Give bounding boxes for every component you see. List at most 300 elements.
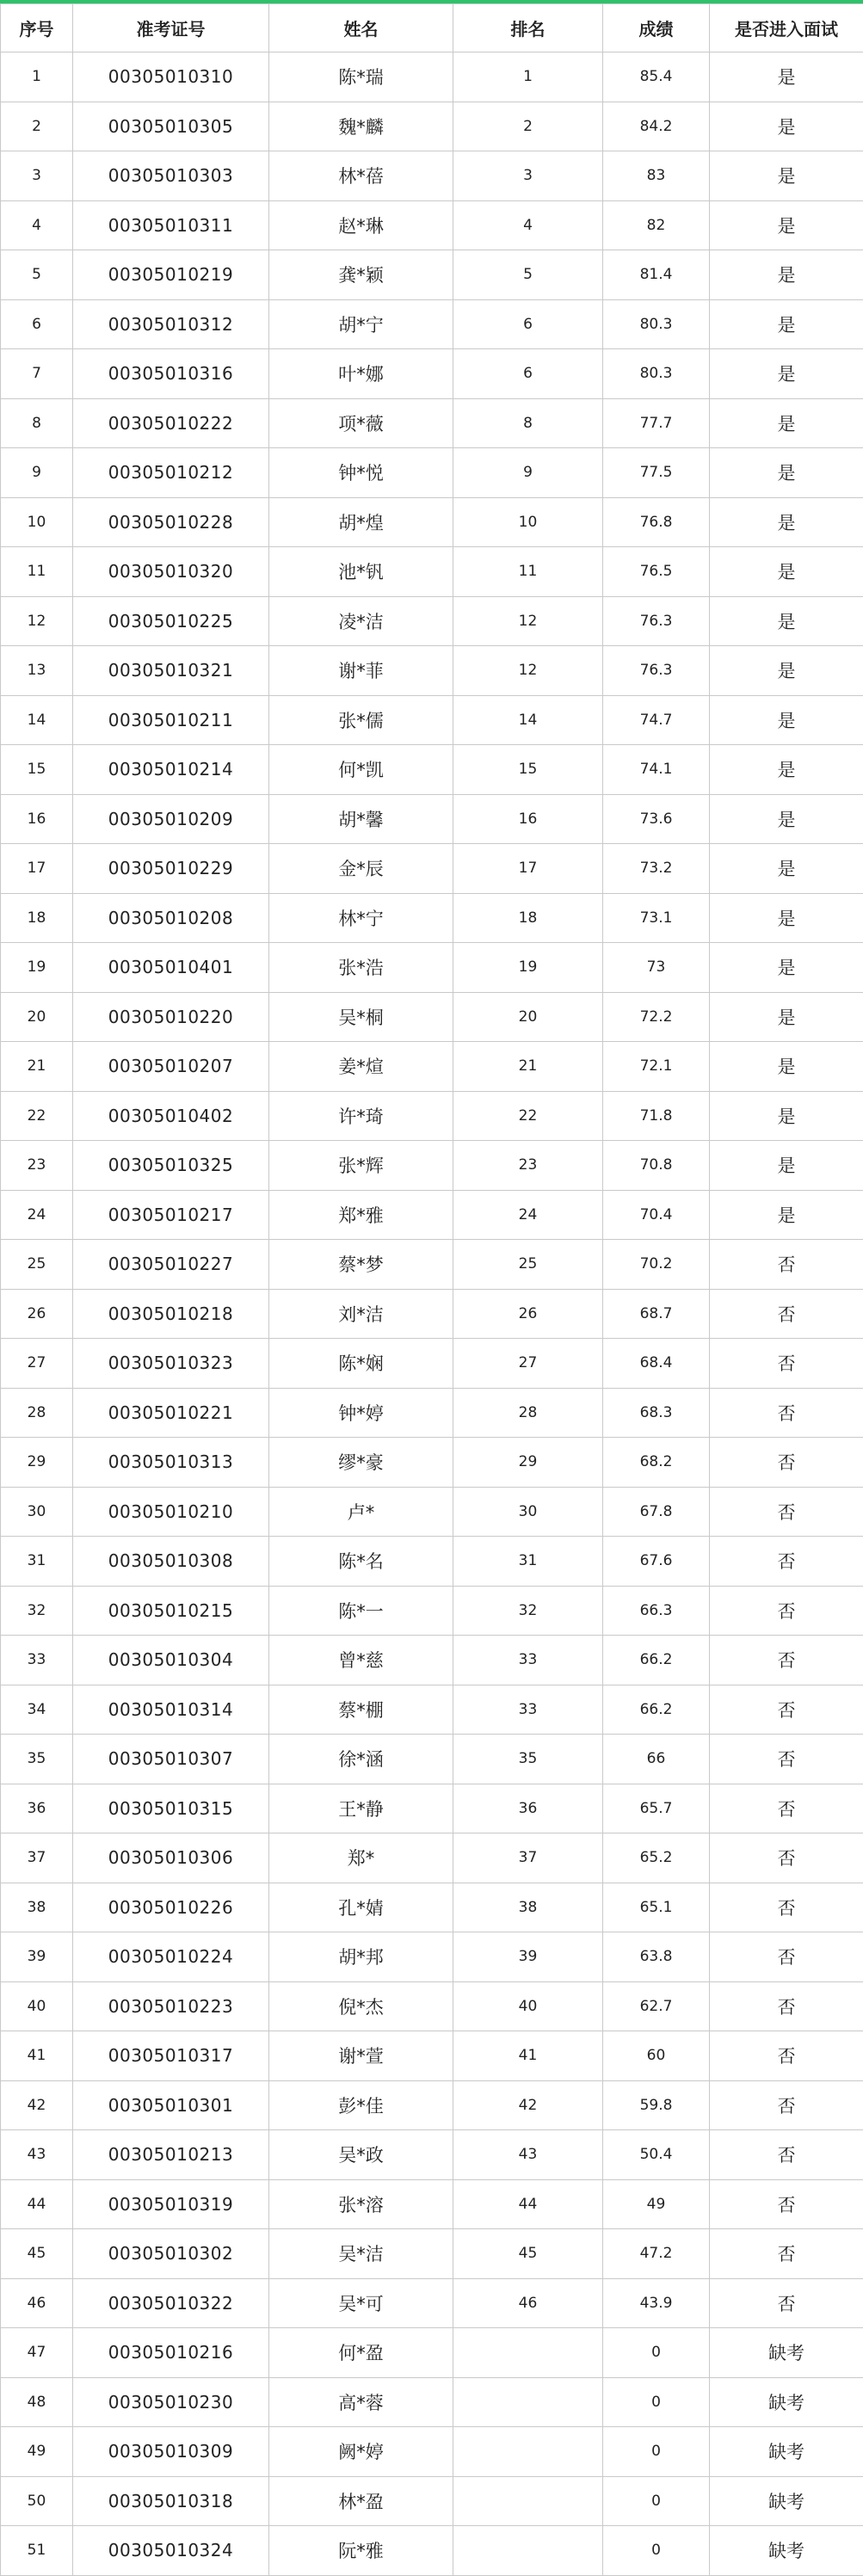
row-rank: 26 [453,1289,603,1339]
row-rank: 41 [453,2031,603,2081]
table-row [1,1388,863,1438]
row-name: 徐*涵 [269,1735,453,1784]
row-no: 13 [1,646,73,696]
row-no: 8 [1,398,73,448]
row-no: 30 [1,1487,73,1537]
row-exam-id: 00305010306 [73,1833,269,1883]
table-row [1,794,863,844]
row-score: 66.3 [603,1586,710,1636]
table-row [1,2476,863,2526]
row-score: 85.4 [603,52,710,102]
row-no: 33 [1,1636,73,1685]
row-score: 81.4 [603,250,710,300]
row-score: 76.8 [603,497,710,547]
row-exam-id: 00305010219 [73,250,269,300]
row-name: 彭*佳 [269,2080,453,2130]
row-name: 陈*名 [269,1537,453,1587]
row-interview: 是 [710,1091,863,1141]
row-exam-id: 00305010230 [73,2377,269,2427]
row-exam-id: 00305010221 [73,1388,269,1438]
row-rank: 16 [453,794,603,844]
row-no: 27 [1,1339,73,1389]
row-interview: 是 [710,299,863,349]
row-exam-id: 00305010314 [73,1685,269,1735]
row-rank: 40 [453,1981,603,2031]
row-score: 80.3 [603,349,710,399]
row-name: 项*薇 [269,398,453,448]
row-exam-id: 00305010220 [73,992,269,1042]
table-row [1,2427,863,2477]
row-rank: 44 [453,2179,603,2229]
row-rank: 12 [453,596,603,646]
header-row [1,4,863,52]
table-row [1,1537,863,1587]
row-score: 65.1 [603,1883,710,1932]
table-row [1,2179,863,2229]
row-name: 钟*婷 [269,1388,453,1438]
row-score: 74.7 [603,695,710,745]
row-exam-id: 00305010211 [73,695,269,745]
row-no: 51 [1,2526,73,2576]
row-interview: 是 [710,794,863,844]
table-row [1,2278,863,2328]
row-interview: 是 [710,992,863,1042]
table-row [1,1685,863,1735]
row-score: 76.3 [603,646,710,696]
table-row [1,398,863,448]
row-interview: 是 [710,448,863,498]
row-name: 魏*麟 [269,102,453,151]
row-score: 66.2 [603,1636,710,1685]
row-rank: 15 [453,745,603,795]
row-interview: 否 [710,1339,863,1389]
row-rank: 32 [453,1586,603,1636]
row-no: 44 [1,2179,73,2229]
row-interview: 缺考 [710,2476,863,2526]
row-exam-id: 00305010226 [73,1883,269,1932]
row-rank: 23 [453,1141,603,1191]
row-rank: 4 [453,200,603,250]
table-row [1,1833,863,1883]
row-score: 70.2 [603,1240,710,1290]
row-no: 40 [1,1981,73,2031]
row-exam-id: 00305010210 [73,1487,269,1537]
table-row [1,992,863,1042]
row-name: 林*盈 [269,2476,453,2526]
row-name: 吴*可 [269,2278,453,2328]
row-name: 金*辰 [269,844,453,894]
row-rank: 27 [453,1339,603,1389]
row-name: 张*儒 [269,695,453,745]
row-exam-id: 00305010225 [73,596,269,646]
row-interview: 否 [710,1240,863,1290]
table-row [1,497,863,547]
row-rank: 6 [453,349,603,399]
row-rank: 22 [453,1091,603,1141]
table-row [1,2080,863,2130]
row-no: 25 [1,1240,73,1290]
row-score: 67.6 [603,1537,710,1587]
row-exam-id: 00305010401 [73,943,269,993]
table-row [1,943,863,993]
row-rank: 24 [453,1190,603,1240]
row-no: 45 [1,2229,73,2279]
row-name: 倪*杰 [269,1981,453,2031]
row-rank: 1 [453,52,603,102]
row-rank: 19 [453,943,603,993]
row-interview: 是 [710,200,863,250]
table-row [1,1735,863,1784]
table-row [1,299,863,349]
row-name: 叶*娜 [269,349,453,399]
row-no: 34 [1,1685,73,1735]
row-interview: 是 [710,943,863,993]
row-exam-id: 00305010227 [73,1240,269,1290]
row-score: 0 [603,2476,710,2526]
row-interview: 缺考 [710,2427,863,2477]
row-no: 23 [1,1141,73,1191]
row-rank [453,2476,603,2526]
row-no: 41 [1,2031,73,2081]
header-interview: 是否进入面试 [710,4,863,52]
row-no: 2 [1,102,73,151]
row-exam-id: 00305010320 [73,547,269,597]
row-score: 66 [603,1735,710,1784]
row-score: 68.7 [603,1289,710,1339]
row-name: 谢*萱 [269,2031,453,2081]
table-row [1,200,863,250]
row-interview: 是 [710,1190,863,1240]
row-interview: 是 [710,398,863,448]
row-exam-id: 00305010318 [73,2476,269,2526]
row-rank: 30 [453,1487,603,1537]
row-rank: 18 [453,893,603,943]
row-name: 张*浩 [269,943,453,993]
row-rank [453,2328,603,2378]
row-exam-id: 00305010310 [73,52,269,102]
row-interview: 缺考 [710,2377,863,2427]
row-no: 15 [1,745,73,795]
row-exam-id: 00305010228 [73,497,269,547]
row-exam-id: 00305010402 [73,1091,269,1141]
table-row [1,1784,863,1833]
row-interview: 是 [710,250,863,300]
row-exam-id: 00305010229 [73,844,269,894]
row-interview: 否 [710,1981,863,2031]
row-score: 68.4 [603,1339,710,1389]
row-score: 50.4 [603,2130,710,2180]
row-name: 阙*婷 [269,2427,453,2477]
row-name: 蔡*棚 [269,1685,453,1735]
row-no: 49 [1,2427,73,2477]
row-no: 29 [1,1438,73,1488]
row-exam-id: 00305010308 [73,1537,269,1587]
row-interview: 否 [710,1685,863,1735]
row-exam-id: 00305010223 [73,1981,269,2031]
row-interview: 是 [710,695,863,745]
row-no: 38 [1,1883,73,1932]
table-row [1,1932,863,1982]
table-row [1,151,863,201]
row-score: 63.8 [603,1932,710,1982]
row-score: 68.3 [603,1388,710,1438]
row-interview: 否 [710,1636,863,1685]
row-exam-id: 00305010322 [73,2278,269,2328]
row-name: 赵*琳 [269,200,453,250]
row-exam-id: 00305010305 [73,102,269,151]
row-no: 21 [1,1042,73,1092]
row-score: 59.8 [603,2080,710,2130]
row-no: 14 [1,695,73,745]
row-score: 73.2 [603,844,710,894]
row-score: 73 [603,943,710,993]
row-exam-id: 00305010301 [73,2080,269,2130]
row-interview: 否 [710,1438,863,1488]
row-rank: 3 [453,151,603,201]
row-score: 73.6 [603,794,710,844]
row-rank: 39 [453,1932,603,1982]
row-name: 孔*婧 [269,1883,453,1932]
row-no: 4 [1,200,73,250]
row-name: 卢* [269,1487,453,1537]
row-interview: 否 [710,2229,863,2279]
row-rank: 33 [453,1685,603,1735]
table-row [1,893,863,943]
row-score: 71.8 [603,1091,710,1141]
row-name: 缪*豪 [269,1438,453,1488]
row-rank: 10 [453,497,603,547]
table-row [1,695,863,745]
table-row [1,2130,863,2180]
row-rank: 29 [453,1438,603,1488]
row-name: 许*琦 [269,1091,453,1141]
row-rank: 12 [453,646,603,696]
row-score: 68.2 [603,1438,710,1488]
row-no: 31 [1,1537,73,1587]
row-exam-id: 00305010209 [73,794,269,844]
row-name: 陈*瑞 [269,52,453,102]
header-name: 姓名 [269,4,453,52]
row-no: 18 [1,893,73,943]
row-name: 吴*桐 [269,992,453,1042]
table-row [1,1091,863,1141]
row-score: 72.1 [603,1042,710,1092]
row-rank: 42 [453,2080,603,2130]
row-exam-id: 00305010216 [73,2328,269,2378]
row-interview: 否 [710,1289,863,1339]
table-row [1,1438,863,1488]
row-rank: 5 [453,250,603,300]
row-name: 林*宁 [269,893,453,943]
row-no: 46 [1,2278,73,2328]
row-name: 胡*邦 [269,1932,453,1982]
row-no: 16 [1,794,73,844]
row-rank [453,2377,603,2427]
table-row [1,547,863,597]
row-interview: 否 [710,1833,863,1883]
row-name: 吴*政 [269,2130,453,2180]
row-rank: 28 [453,1388,603,1438]
table-row [1,1586,863,1636]
row-interview: 否 [710,1586,863,1636]
table-body [1,52,863,2576]
row-exam-id: 00305010302 [73,2229,269,2279]
row-name: 张*辉 [269,1141,453,1191]
row-rank: 8 [453,398,603,448]
row-score: 84.2 [603,102,710,151]
row-name: 谢*菲 [269,646,453,696]
table-row [1,1141,863,1191]
table-row [1,2377,863,2427]
row-interview: 否 [710,2278,863,2328]
table-row [1,1883,863,1932]
row-exam-id: 00305010304 [73,1636,269,1685]
row-score: 65.7 [603,1784,710,1833]
row-no: 48 [1,2377,73,2427]
row-interview: 是 [710,1141,863,1191]
table-row [1,1190,863,1240]
row-name: 胡*馨 [269,794,453,844]
row-rank: 20 [453,992,603,1042]
row-interview: 否 [710,2080,863,2130]
table-row [1,646,863,696]
row-score: 77.5 [603,448,710,498]
row-rank: 6 [453,299,603,349]
row-interview: 是 [710,844,863,894]
row-rank: 31 [453,1537,603,1587]
table-row [1,745,863,795]
row-rank: 9 [453,448,603,498]
table-row [1,2229,863,2279]
score-table [0,3,863,2576]
row-no: 43 [1,2130,73,2180]
row-exam-id: 00305010321 [73,646,269,696]
row-exam-id: 00305010319 [73,2179,269,2229]
row-interview: 是 [710,646,863,696]
header-no: 序号 [1,4,73,52]
row-rank: 35 [453,1735,603,1784]
row-name: 刘*洁 [269,1289,453,1339]
row-rank [453,2526,603,2576]
table-row [1,844,863,894]
row-no: 24 [1,1190,73,1240]
row-name: 陈*娴 [269,1339,453,1389]
table-row [1,1636,863,1685]
row-score: 60 [603,2031,710,2081]
row-exam-id: 00305010317 [73,2031,269,2081]
row-interview: 是 [710,151,863,201]
row-interview: 是 [710,52,863,102]
row-score: 76.5 [603,547,710,597]
row-no: 12 [1,596,73,646]
row-no: 5 [1,250,73,300]
row-interview: 是 [710,497,863,547]
row-no: 36 [1,1784,73,1833]
row-score: 77.7 [603,398,710,448]
row-rank: 2 [453,102,603,151]
row-interview: 是 [710,893,863,943]
header-exam-id: 准考证号 [73,4,269,52]
row-exam-id: 00305010303 [73,151,269,201]
row-exam-id: 00305010214 [73,745,269,795]
table-row [1,1042,863,1092]
row-interview: 否 [710,1388,863,1438]
row-interview: 否 [710,1735,863,1784]
row-score: 66.2 [603,1685,710,1735]
row-no: 11 [1,547,73,597]
row-name: 凌*洁 [269,596,453,646]
table-row [1,1289,863,1339]
table-row [1,349,863,399]
row-rank: 33 [453,1636,603,1685]
row-rank [453,2427,603,2477]
row-exam-id: 00305010324 [73,2526,269,2576]
row-interview: 否 [710,1784,863,1833]
row-score: 0 [603,2328,710,2378]
table-row [1,1240,863,1290]
table-row [1,52,863,102]
row-rank: 45 [453,2229,603,2279]
row-score: 72.2 [603,992,710,1042]
row-name: 胡*煌 [269,497,453,547]
table-row [1,2526,863,2576]
table-row [1,596,863,646]
row-interview: 否 [710,2130,863,2180]
row-no: 6 [1,299,73,349]
row-no: 37 [1,1833,73,1883]
row-exam-id: 00305010309 [73,2427,269,2477]
row-interview: 是 [710,1042,863,1092]
row-score: 70.8 [603,1141,710,1191]
table-row [1,448,863,498]
table-row [1,250,863,300]
row-score: 0 [603,2377,710,2427]
row-interview: 否 [710,1537,863,1587]
row-name: 阮*雅 [269,2526,453,2576]
row-rank: 17 [453,844,603,894]
row-score: 76.3 [603,596,710,646]
row-interview: 缺考 [710,2526,863,2576]
row-no: 28 [1,1388,73,1438]
row-score: 62.7 [603,1981,710,2031]
row-interview: 缺考 [710,2328,863,2378]
table-row [1,102,863,151]
table-row [1,1339,863,1389]
row-interview: 是 [710,745,863,795]
row-name: 何*凯 [269,745,453,795]
table-row [1,1487,863,1537]
row-score: 80.3 [603,299,710,349]
row-no: 10 [1,497,73,547]
row-exam-id: 00305010217 [73,1190,269,1240]
row-exam-id: 00305010316 [73,349,269,399]
row-exam-id: 00305010215 [73,1586,269,1636]
row-no: 47 [1,2328,73,2378]
row-score: 47.2 [603,2229,710,2279]
header-rank: 排名 [453,4,603,52]
row-score: 0 [603,2427,710,2477]
row-interview: 是 [710,547,863,597]
row-rank: 25 [453,1240,603,1290]
row-interview: 否 [710,1932,863,1982]
row-exam-id: 00305010315 [73,1784,269,1833]
row-name: 陈*一 [269,1586,453,1636]
row-score: 67.8 [603,1487,710,1537]
row-interview: 否 [710,2179,863,2229]
table-row [1,1981,863,2031]
header-score: 成绩 [603,4,710,52]
row-interview: 是 [710,596,863,646]
